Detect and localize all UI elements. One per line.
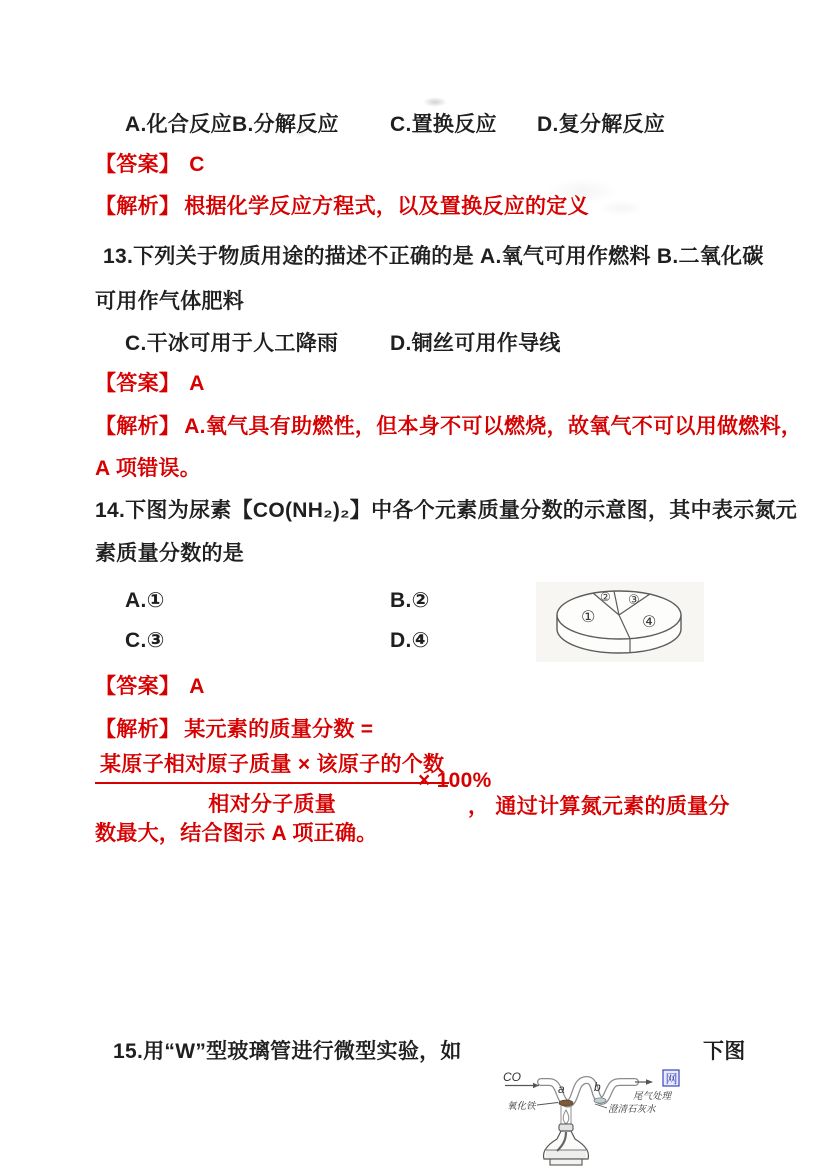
q13-analysis-line1	[95, 414, 802, 439]
q14-option-c: C.③	[125, 629, 165, 652]
w-tube-experiment-diagram	[495, 1062, 765, 1169]
q12-analysis-line	[95, 194, 589, 219]
q12-answer-line	[95, 152, 205, 177]
formula-multiplier: × 100%	[418, 769, 492, 792]
lamp-cap	[559, 1124, 573, 1131]
q13-stem-line2: 可用作气体肥料	[95, 290, 245, 313]
q14-answer-value: A	[189, 675, 205, 698]
iron-oxide-pointer	[537, 1103, 558, 1106]
scan-smudge	[423, 97, 447, 107]
pie-label-4: ④	[642, 614, 657, 631]
q13-analysis-line2: A 项错误。	[95, 457, 202, 480]
flame-icon	[563, 1110, 569, 1124]
q12-analysis-text: 根据化学反应方程式，以及置换反应的定义	[184, 195, 589, 218]
q13-stem-line1: 13.下列关于物质用途的描述不正确的是 A.氧气可用作燃料 B.二氧化碳	[103, 245, 764, 268]
gas-in-label: CO	[503, 1070, 521, 1084]
q14-analysis-cont: ， 通过计算氮元素的质量分	[468, 795, 730, 818]
urea-mass-fraction-pie-chart	[536, 582, 704, 664]
q14-answer-line	[95, 674, 205, 699]
q14-stem-line1: 14.下图为尿素【CO(NH₂)₂】中各个元素质量分数的示意图，其中表示氮元	[95, 499, 798, 522]
limewater-liquid	[594, 1098, 606, 1103]
q12-option-d: D.复分解反应	[537, 113, 666, 136]
answer-label: 【答案】	[95, 153, 181, 176]
analysis-label: 【解析】	[95, 718, 181, 741]
iron-oxide-label: 氧化铁	[507, 1101, 536, 1112]
analysis-label: 【解析】	[95, 415, 181, 438]
q12-option-b: B.分解反应	[232, 113, 339, 136]
q14-analysis-intro	[95, 717, 373, 742]
q14-option-d: D.④	[390, 629, 430, 652]
q13-analysis-text1: A.氧气具有助燃性，但本身不可以燃烧，故氧气不可以用做燃料，	[184, 415, 803, 438]
lamp-fuel	[546, 1150, 586, 1158]
q15-stem: 15.用“W”型玻璃管进行微型实验，如	[113, 1040, 462, 1063]
point-a-label: a	[558, 1082, 565, 1096]
q12-answer-value: C	[189, 153, 205, 176]
q12-option-c: C.置换反应	[390, 113, 497, 136]
q13-option-d: D.铜丝可用作导线	[390, 332, 561, 355]
q14-analysis-last: 数最大，结合图示 A 项正确。	[95, 822, 378, 845]
pie-label-3: ③	[628, 592, 640, 607]
point-b-label: b	[594, 1080, 601, 1094]
tail-gas-label: 尾气处理	[633, 1091, 672, 1102]
q13-answer-line	[95, 371, 205, 396]
q12-option-a: A.化合反应	[125, 113, 232, 136]
pie-label-1: ①	[581, 609, 596, 626]
pie-label-2: ②	[600, 590, 611, 604]
iron-oxide-solid	[559, 1100, 573, 1106]
q14-option-b: B.②	[390, 589, 430, 612]
answer-label: 【答案】	[95, 372, 181, 395]
outlet-arrowhead	[646, 1079, 653, 1084]
q14-stem-line2: 素质量分数的是	[95, 542, 245, 565]
mass-fraction-formula	[95, 748, 449, 818]
q13-answer-value: A	[189, 372, 205, 395]
formula-numerator: 某原子相对原子质量 × 该原子的个数	[95, 748, 449, 784]
q15-stem-right: 下图	[703, 1040, 746, 1063]
limewater-label: 澄清石灰水	[608, 1104, 656, 1115]
analysis-label: 【解析】	[95, 195, 181, 218]
q14-option-a: A.①	[125, 589, 165, 612]
formula-denominator: 相对分子质量	[208, 793, 337, 816]
watermark-net-glyph: 网	[665, 1072, 678, 1086]
scan-smudge	[598, 200, 644, 216]
lamp-base	[550, 1159, 582, 1165]
q14-analysis-intro-text: 某元素的质量分数 =	[184, 718, 374, 741]
q13-option-c: C.干冰可用于人工降雨	[125, 332, 339, 355]
answer-label: 【答案】	[95, 675, 181, 698]
